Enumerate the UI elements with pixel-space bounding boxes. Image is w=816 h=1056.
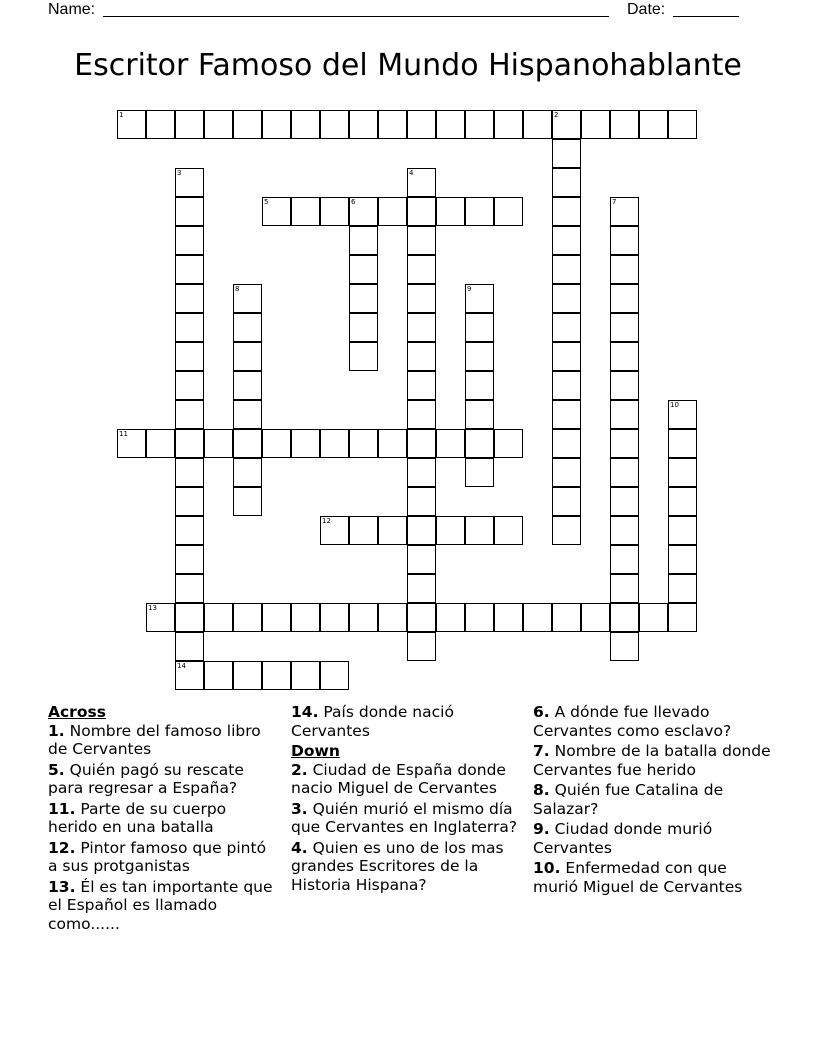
clue-text: Ciudad donde murió Cervantes <box>533 820 713 857</box>
grid-cell[interactable] <box>465 197 494 226</box>
grid-cell[interactable] <box>581 110 610 139</box>
grid-cell[interactable] <box>233 603 262 632</box>
grid-cell[interactable] <box>175 632 204 661</box>
clue-number: 5 <box>264 198 269 206</box>
clue-number: 10 <box>670 401 679 409</box>
grid-cell[interactable] <box>349 603 378 632</box>
grid-cell[interactable] <box>320 516 349 545</box>
clues-column-3 <box>533 703 773 898</box>
clue-text: Pintor famoso que pintó a sus protganistas <box>48 838 267 875</box>
grid-cell[interactable] <box>233 342 262 371</box>
grid-cell[interactable] <box>407 429 436 458</box>
grid-cell[interactable] <box>175 661 204 690</box>
grid-cell[interactable] <box>552 284 581 313</box>
grid-cell[interactable] <box>175 255 204 284</box>
grid-cell[interactable] <box>262 603 291 632</box>
grid-cell[interactable] <box>494 110 523 139</box>
grid-cell[interactable] <box>610 516 639 545</box>
grid-cell[interactable] <box>291 429 320 458</box>
clue-across <box>48 839 278 876</box>
clue-down <box>533 820 773 857</box>
grid-cell[interactable] <box>291 197 320 226</box>
clue-number: 1 <box>119 111 124 119</box>
grid-cell[interactable] <box>465 110 494 139</box>
clue-number: 5. <box>48 760 65 779</box>
grid-cell[interactable] <box>436 516 465 545</box>
grid-cell[interactable] <box>378 110 407 139</box>
grid-cell[interactable] <box>175 168 204 197</box>
clue-across <box>48 761 278 798</box>
grid-cell[interactable] <box>610 255 639 284</box>
grid-cell[interactable] <box>407 574 436 603</box>
clue-number: 11 <box>119 430 128 438</box>
grid-cell[interactable] <box>610 487 639 516</box>
grid-cell[interactable] <box>610 400 639 429</box>
clue-number: 4 <box>409 169 414 177</box>
grid-cell[interactable] <box>233 661 262 690</box>
grid-cell[interactable] <box>552 139 581 168</box>
grid-cell[interactable] <box>436 429 465 458</box>
clue-number: 9 <box>467 285 472 293</box>
grid-cell[interactable] <box>610 284 639 313</box>
grid-cell[interactable] <box>262 661 291 690</box>
clue-number: 12 <box>322 517 331 525</box>
grid-cell[interactable] <box>465 342 494 371</box>
grid-cell[interactable] <box>407 255 436 284</box>
grid-cell[interactable] <box>407 603 436 632</box>
grid-cell[interactable] <box>378 197 407 226</box>
date-label: Date: <box>627 1 666 18</box>
grid-cell[interactable] <box>494 603 523 632</box>
grid-cell[interactable] <box>407 516 436 545</box>
clues-column-1 <box>48 703 278 935</box>
grid-cell[interactable] <box>465 516 494 545</box>
grid-cell[interactable] <box>523 603 552 632</box>
grid-cell[interactable] <box>610 574 639 603</box>
grid-cell[interactable] <box>668 574 697 603</box>
grid-cell[interactable] <box>407 110 436 139</box>
grid-cell[interactable] <box>204 603 233 632</box>
grid-cell[interactable] <box>552 400 581 429</box>
grid-cell[interactable] <box>523 110 552 139</box>
grid-cell[interactable] <box>349 342 378 371</box>
grid-cell[interactable] <box>465 371 494 400</box>
grid-cell[interactable] <box>407 168 436 197</box>
clues-column-2 <box>291 703 521 896</box>
grid-cell[interactable] <box>610 545 639 574</box>
grid-cell[interactable] <box>233 371 262 400</box>
grid-cell[interactable] <box>552 487 581 516</box>
clue-number: 8. <box>533 781 550 799</box>
clue-text: Parte de su cuerpo herido en una batalla <box>48 799 227 836</box>
clue-number: 14 <box>177 662 186 670</box>
grid-cell[interactable] <box>668 458 697 487</box>
clue-down <box>533 781 773 818</box>
grid-cell[interactable] <box>291 603 320 632</box>
grid-cell[interactable] <box>552 458 581 487</box>
grid-cell[interactable] <box>668 603 697 632</box>
grid-cell[interactable] <box>175 197 204 226</box>
grid-cell[interactable] <box>407 487 436 516</box>
clue-number: 7. <box>533 742 550 760</box>
grid-cell[interactable] <box>233 429 262 458</box>
grid-cell[interactable] <box>552 110 581 139</box>
clue-number: 7 <box>612 198 617 206</box>
clue-text: Él es tan importante que el Español es llamado como...... <box>48 877 273 933</box>
grid-cell[interactable] <box>436 110 465 139</box>
grid-cell[interactable] <box>291 110 320 139</box>
clue-number: 3 <box>177 169 182 177</box>
page-title: Escritor Famoso del Mundo Hispanohablante <box>74 48 742 83</box>
grid-cell[interactable] <box>407 371 436 400</box>
grid-cell[interactable] <box>175 516 204 545</box>
clue-number: 12. <box>48 838 76 857</box>
grid-cell[interactable] <box>378 429 407 458</box>
grid-cell[interactable] <box>146 110 175 139</box>
clue-number: 3. <box>291 799 308 818</box>
clue-down <box>291 761 521 798</box>
grid-cell[interactable] <box>407 400 436 429</box>
clue-text: Nombre de la batalla donde Cervantes fue herido <box>533 742 771 779</box>
grid-cell[interactable] <box>407 197 436 226</box>
grid-cell[interactable] <box>349 226 378 255</box>
grid-cell[interactable] <box>175 284 204 313</box>
clue-down <box>533 859 773 896</box>
clue-text: Enfermedad con que murió Miguel de Cervantes <box>533 859 743 896</box>
grid-cell[interactable] <box>233 110 262 139</box>
grid-cell[interactable] <box>610 429 639 458</box>
clue-number: 9. <box>533 820 550 838</box>
grid-cell[interactable] <box>668 400 697 429</box>
grid-cell[interactable] <box>465 400 494 429</box>
grid-cell[interactable] <box>117 110 146 139</box>
grid-cell[interactable] <box>407 342 436 371</box>
grid-cell[interactable] <box>117 429 146 458</box>
clue-number: 6 <box>351 198 356 206</box>
clue-down <box>291 839 521 895</box>
clue-number: 1. <box>48 721 65 740</box>
clue-across <box>48 800 278 837</box>
clue-text: Quién pagó su rescate para regresar a España? <box>48 760 244 797</box>
grid-cell[interactable] <box>668 545 697 574</box>
grid-cell[interactable] <box>291 661 320 690</box>
grid-cell[interactable] <box>494 429 523 458</box>
clue-number: 14. <box>291 703 319 721</box>
grid-cell[interactable] <box>175 313 204 342</box>
grid-cell[interactable] <box>610 197 639 226</box>
grid-cell[interactable] <box>233 313 262 342</box>
grid-cell[interactable] <box>436 197 465 226</box>
grid-cell[interactable] <box>175 226 204 255</box>
clue-across <box>48 722 278 759</box>
grid-cell[interactable] <box>320 110 349 139</box>
grid-cell[interactable] <box>552 516 581 545</box>
clue-down <box>533 742 773 779</box>
grid-cell[interactable] <box>407 458 436 487</box>
grid-cell[interactable] <box>407 226 436 255</box>
grid-cell[interactable] <box>639 603 668 632</box>
grid-cell[interactable] <box>465 284 494 313</box>
clue-text: Quién murió el mismo día que Cervantes en Inglaterra? <box>291 799 518 836</box>
grid-cell[interactable] <box>349 110 378 139</box>
clue-number: 11. <box>48 799 76 818</box>
clue-number: 2. <box>291 760 308 779</box>
grid-cell[interactable] <box>610 342 639 371</box>
grid-cell[interactable] <box>610 313 639 342</box>
grid-cell[interactable] <box>204 661 233 690</box>
grid-cell[interactable] <box>349 284 378 313</box>
name-label: Name: <box>48 1 96 18</box>
grid-cell[interactable] <box>349 197 378 226</box>
grid-cell[interactable] <box>175 574 204 603</box>
clue-number: 4. <box>291 838 308 857</box>
grid-cell[interactable] <box>146 603 175 632</box>
grid-cell[interactable] <box>349 516 378 545</box>
clue-number: 2 <box>554 111 559 119</box>
grid-cell[interactable] <box>552 226 581 255</box>
grid-cell[interactable] <box>146 429 175 458</box>
grid-cell[interactable] <box>175 458 204 487</box>
grid-cell[interactable] <box>262 429 291 458</box>
grid-cell[interactable] <box>320 603 349 632</box>
grid-cell[interactable] <box>407 313 436 342</box>
grid-cell[interactable] <box>610 603 639 632</box>
grid-cell[interactable] <box>175 603 204 632</box>
down-title: Down <box>291 742 340 760</box>
clue-number: 13. <box>48 877 76 896</box>
grid-cell[interactable] <box>175 400 204 429</box>
grid-cell[interactable] <box>349 429 378 458</box>
grid-cell[interactable] <box>552 371 581 400</box>
grid-cell[interactable] <box>407 632 436 661</box>
grid-cell[interactable] <box>320 197 349 226</box>
grid-cell[interactable] <box>407 545 436 574</box>
grid-cell[interactable] <box>233 458 262 487</box>
grid-cell[interactable] <box>552 313 581 342</box>
grid-cell[interactable] <box>552 197 581 226</box>
clue-number: 10. <box>533 859 561 877</box>
grid-cell[interactable] <box>320 661 349 690</box>
across-title: Across <box>48 703 106 721</box>
grid-cell[interactable] <box>349 313 378 342</box>
grid-cell[interactable] <box>204 110 233 139</box>
clue-number: 8 <box>235 285 240 293</box>
grid-cell[interactable] <box>262 197 291 226</box>
grid-cell[interactable] <box>610 371 639 400</box>
clue-text: Quién fue Catalina de Salazar? <box>533 781 724 818</box>
grid-cell[interactable] <box>668 516 697 545</box>
clue-across <box>48 878 278 934</box>
grid-cell[interactable] <box>668 110 697 139</box>
clue-number: 13 <box>148 604 157 612</box>
clue-text: A dónde fue llevado Cervantes como esclavo? <box>533 703 732 740</box>
grid-cell[interactable] <box>407 284 436 313</box>
grid-cell[interactable] <box>494 197 523 226</box>
grid-cell[interactable] <box>668 487 697 516</box>
clue-text: País donde nació Cervantes <box>291 703 454 740</box>
grid-cell[interactable] <box>175 487 204 516</box>
grid-cell[interactable] <box>552 603 581 632</box>
grid-cell[interactable] <box>465 458 494 487</box>
grid-cell[interactable] <box>349 255 378 284</box>
clue-down <box>291 800 521 837</box>
grid-cell[interactable] <box>233 400 262 429</box>
clue-text: Nombre del famoso libro de Cervantes <box>48 721 261 758</box>
grid-cell[interactable] <box>552 342 581 371</box>
grid-cell[interactable] <box>465 603 494 632</box>
grid-cell[interactable] <box>320 429 349 458</box>
grid-cell[interactable] <box>610 632 639 661</box>
clue-text: Quien es uno de los mas grandes Escritores de la Historia Hispana? <box>291 838 504 894</box>
grid-cell[interactable] <box>552 255 581 284</box>
grid-cell[interactable] <box>610 110 639 139</box>
grid-cell[interactable] <box>581 603 610 632</box>
grid-cell[interactable] <box>204 429 233 458</box>
clue-down <box>533 703 773 740</box>
grid-cell[interactable] <box>610 226 639 255</box>
grid-cell[interactable] <box>668 429 697 458</box>
grid-cell[interactable] <box>175 342 204 371</box>
grid-cell[interactable] <box>175 110 204 139</box>
grid-cell[interactable] <box>552 429 581 458</box>
grid-cell[interactable] <box>175 371 204 400</box>
grid-cell[interactable] <box>494 516 523 545</box>
grid-cell[interactable] <box>233 487 262 516</box>
grid-cell[interactable] <box>552 168 581 197</box>
grid-cell[interactable] <box>639 110 668 139</box>
grid-cell[interactable] <box>465 313 494 342</box>
grid-cell[interactable] <box>465 429 494 458</box>
grid-cell[interactable] <box>233 284 262 313</box>
clue-text: Ciudad de España donde nacio Miguel de Cervantes <box>291 760 506 797</box>
grid-cell[interactable] <box>175 429 204 458</box>
grid-cell[interactable] <box>436 603 465 632</box>
grid-cell[interactable] <box>378 603 407 632</box>
clue-number: 6. <box>533 703 550 721</box>
clue-across <box>291 703 521 740</box>
grid-cell[interactable] <box>378 516 407 545</box>
grid-cell[interactable] <box>610 458 639 487</box>
grid-cell[interactable] <box>262 110 291 139</box>
grid-cell[interactable] <box>175 545 204 574</box>
